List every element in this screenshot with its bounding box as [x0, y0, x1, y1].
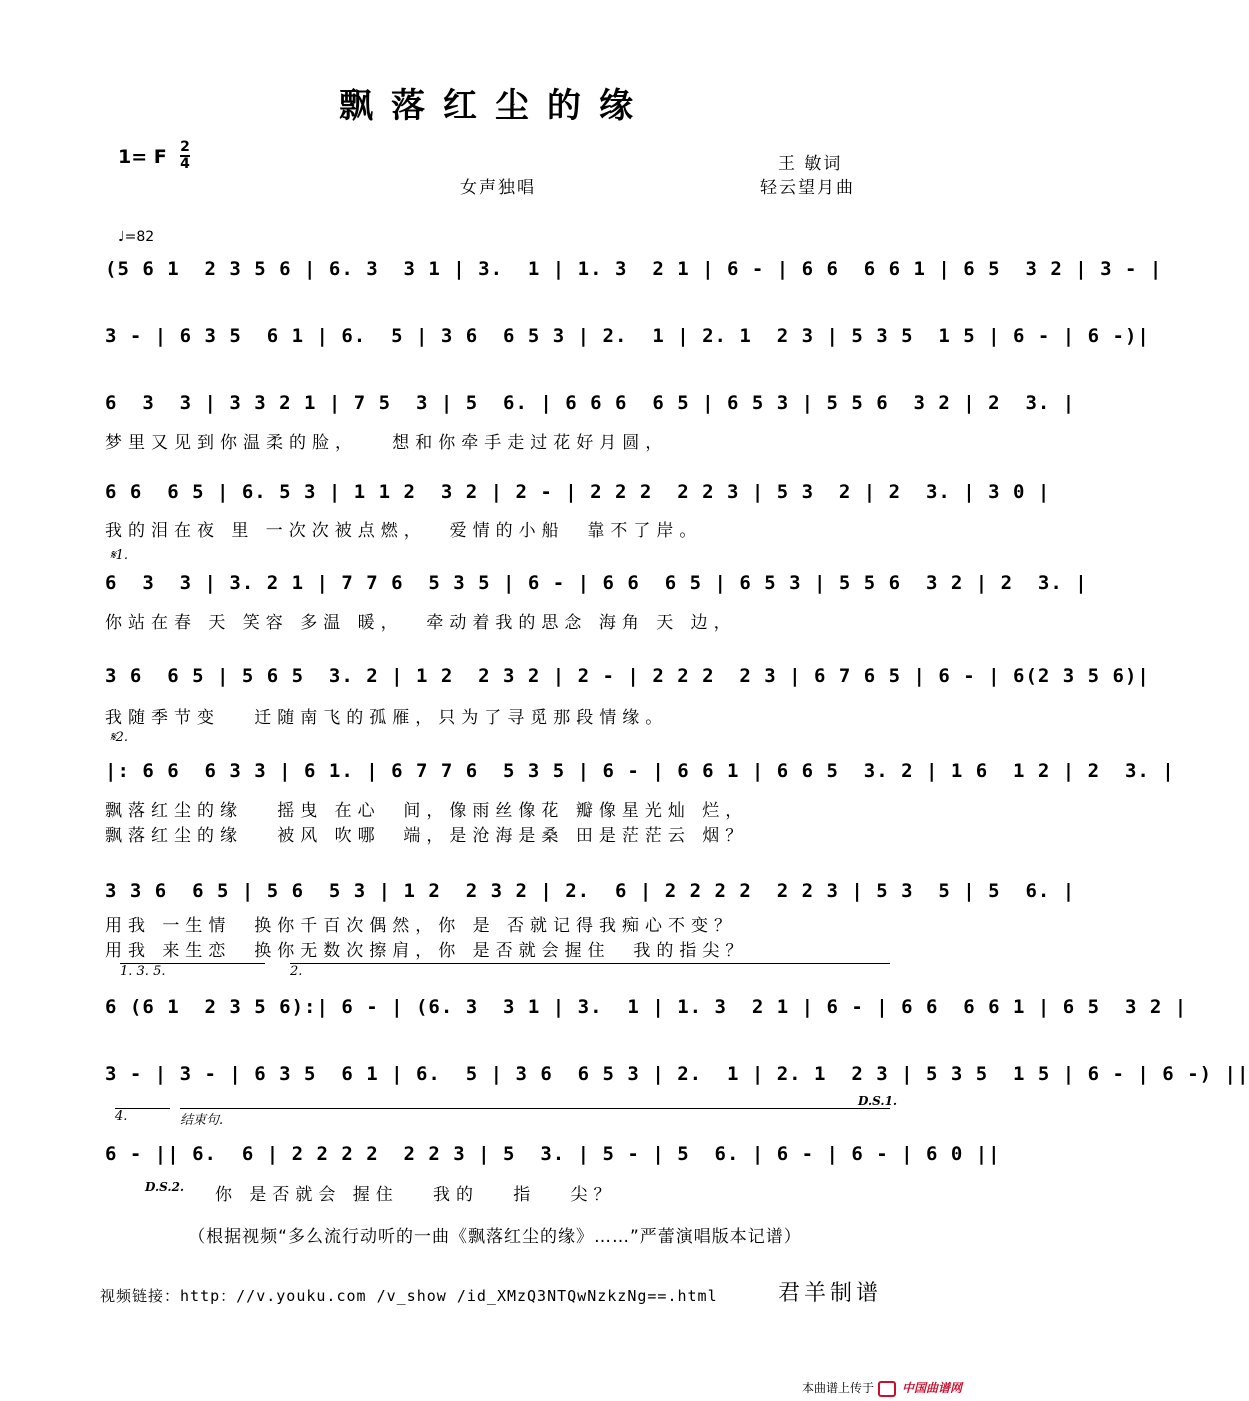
time-signature-bottom: 4 [180, 156, 190, 172]
composer-credit: 轻云望月曲 [760, 178, 855, 198]
staff-line-7: |: 6 6 6 3 3 | 6 1. | 6 7 7 6 5 3 5 | 6 - | 6 6 1 | 6 6 5 3. 2 | 1 6 1 2 | 2 3. | [105, 760, 1175, 782]
lyric-line-1: 梦里又见到你温柔的脸， 想和你牵手走过花好月圆， [105, 433, 669, 453]
staff-line-8: 3 3 6 6 5 | 5 6 5 3 | 1 2 2 3 2 | 2. 6 | 2 2 2 2 2 2 3 | 5 3 5 | 5 6. | [105, 880, 1076, 902]
lyric-line-5a: 飘落红尘的缘 摇曳 在心 间，像雨丝像花 瓣像星光灿 烂， [105, 801, 749, 821]
staff-line-5: 6 3 3 | 3. 2 1 | 7 7 6 5 3 5 | 6 - | 6 6 6 5 | 6 5 3 | 5 5 6 3 2 | 2 3. | [105, 572, 1088, 594]
video-link [100, 1285, 718, 1306]
staff-line-6: 3 6 6 5 | 5 6 5 3. 2 | 1 2 2 3 2 | 2 - | 2 2 2 2 3 | 6 7 6 5 | 6 - | 6(2 3 5 6)| [105, 665, 1150, 687]
key-signature: 1= F [118, 146, 167, 168]
staff-line-3: 6 3 3 | 3 3 2 1 | 7 5 3 | 5 6. | 6 6 6 6 5 | 6 5 3 | 5 5 6 3 2 | 2 3. | [105, 392, 1076, 414]
lyricist-credit: 王 敏词 [778, 154, 843, 174]
lyric-line-2: 我的泪在夜 里 一次次被点燃， 爱情的小船 靠不了岸。 [105, 521, 703, 541]
tempo-marking: ♩=82 [118, 229, 155, 245]
volta-4-bracket: 4. [115, 1108, 170, 1124]
source-note: （根据视频“多么流行动听的一曲《飘落红尘的缘》……”严蕾演唱版本记谱） [188, 1227, 802, 1247]
time-signature-top: 2 [180, 139, 190, 155]
segno-2-mark: 𝄋2. [110, 730, 128, 745]
lyric-line-3: 你站在春 天 笑容 多温 暖， 牵动着我的思念 海角 天 边， [105, 613, 737, 633]
ending-label: 结束句. [180, 1108, 890, 1128]
staff-line-10: 3 - | 3 - | 6 3 5 6 1 | 6. 5 | 3 6 6 5 3 | 2. 1 | 2. 1 2 3 | 5 3 5 1 5 | 6 - | 6 -) || [105, 1063, 1249, 1085]
upload-brand[interactable]: 中国曲谱网 [902, 1381, 963, 1395]
video-url[interactable]: http：//v.youku.com /v_show /id_XMzQ3NTQwNzkzNg==.html [180, 1287, 718, 1305]
staff-line-1: (5 6 1 2 3 5 6 | 6. 3 3 1 | 3. 1 | 1. 3 2 1 | 6 - | 6 6 6 6 1 | 6 5 3 2 | 3 - | [105, 258, 1163, 280]
staff-line-2: 3 - | 6 3 5 6 1 | 6. 5 | 3 6 6 5 3 | 2. 1 | 2. 1 2 3 | 5 3 5 1 5 | 6 - | 6 -)| [105, 325, 1150, 347]
lyric-line-6b: 用我 来生恋 换你无数次擦肩，你 是否就会握住 我的指尖？ [105, 941, 749, 961]
lyric-line-4: 我随季节变 迁随南飞的孤雁，只为了寻觅那段情缘。 [105, 708, 669, 728]
volta-2-bracket: 2. [290, 963, 890, 979]
page-title: 飘落红尘的缘 [339, 86, 651, 126]
staff-line-4: 6 6 6 5 | 6. 5 3 | 1 1 2 3 2 | 2 - | 2 2 2 2 2 3 | 5 3 2 | 2 3. | 3 0 | [105, 481, 1051, 503]
scribe-signature: 君羊制谱 [778, 1281, 883, 1306]
staff-line-11: 6 - || 6. 6 | 2 2 2 2 2 2 3 | 5 3. | 5 - | 5 6. | 6 - | 6 - | 6 0 || [105, 1143, 1001, 1165]
time-signature [180, 141, 190, 171]
performer-label: 女声独唱 [460, 178, 536, 198]
upload-text: 本曲谱上传于 [802, 1381, 875, 1395]
volta-1-bracket: 1. 3. 5. [120, 963, 265, 979]
ds1-marking: D.S.1. [858, 1094, 898, 1108]
site-logo-icon [878, 1381, 896, 1397]
staff-line-9: 6 (6 1 2 3 5 6):| 6 - | (6. 3 3 1 | 3. 1 | 1. 3 2 1 | 6 - | 6 6 6 6 1 | 6 5 3 2 | [105, 996, 1188, 1018]
lyric-line-7: 你 是否就会 握住 我的 指 尖？ [215, 1185, 617, 1205]
lyric-line-5b: 飘落红尘的缘 被风 吹哪 端，是沧海是桑 田是茫茫云 烟？ [105, 826, 749, 846]
ds2-marking: D.S.2. [145, 1180, 185, 1194]
video-label: 视频链接： [100, 1287, 181, 1305]
segno-1-mark: 𝄋1. [110, 548, 128, 563]
upload-footer [802, 1379, 962, 1397]
lyric-line-6a: 用我 一生情 换你千百次偶然，你 是 否就记得我痴心不变？ [105, 916, 738, 936]
